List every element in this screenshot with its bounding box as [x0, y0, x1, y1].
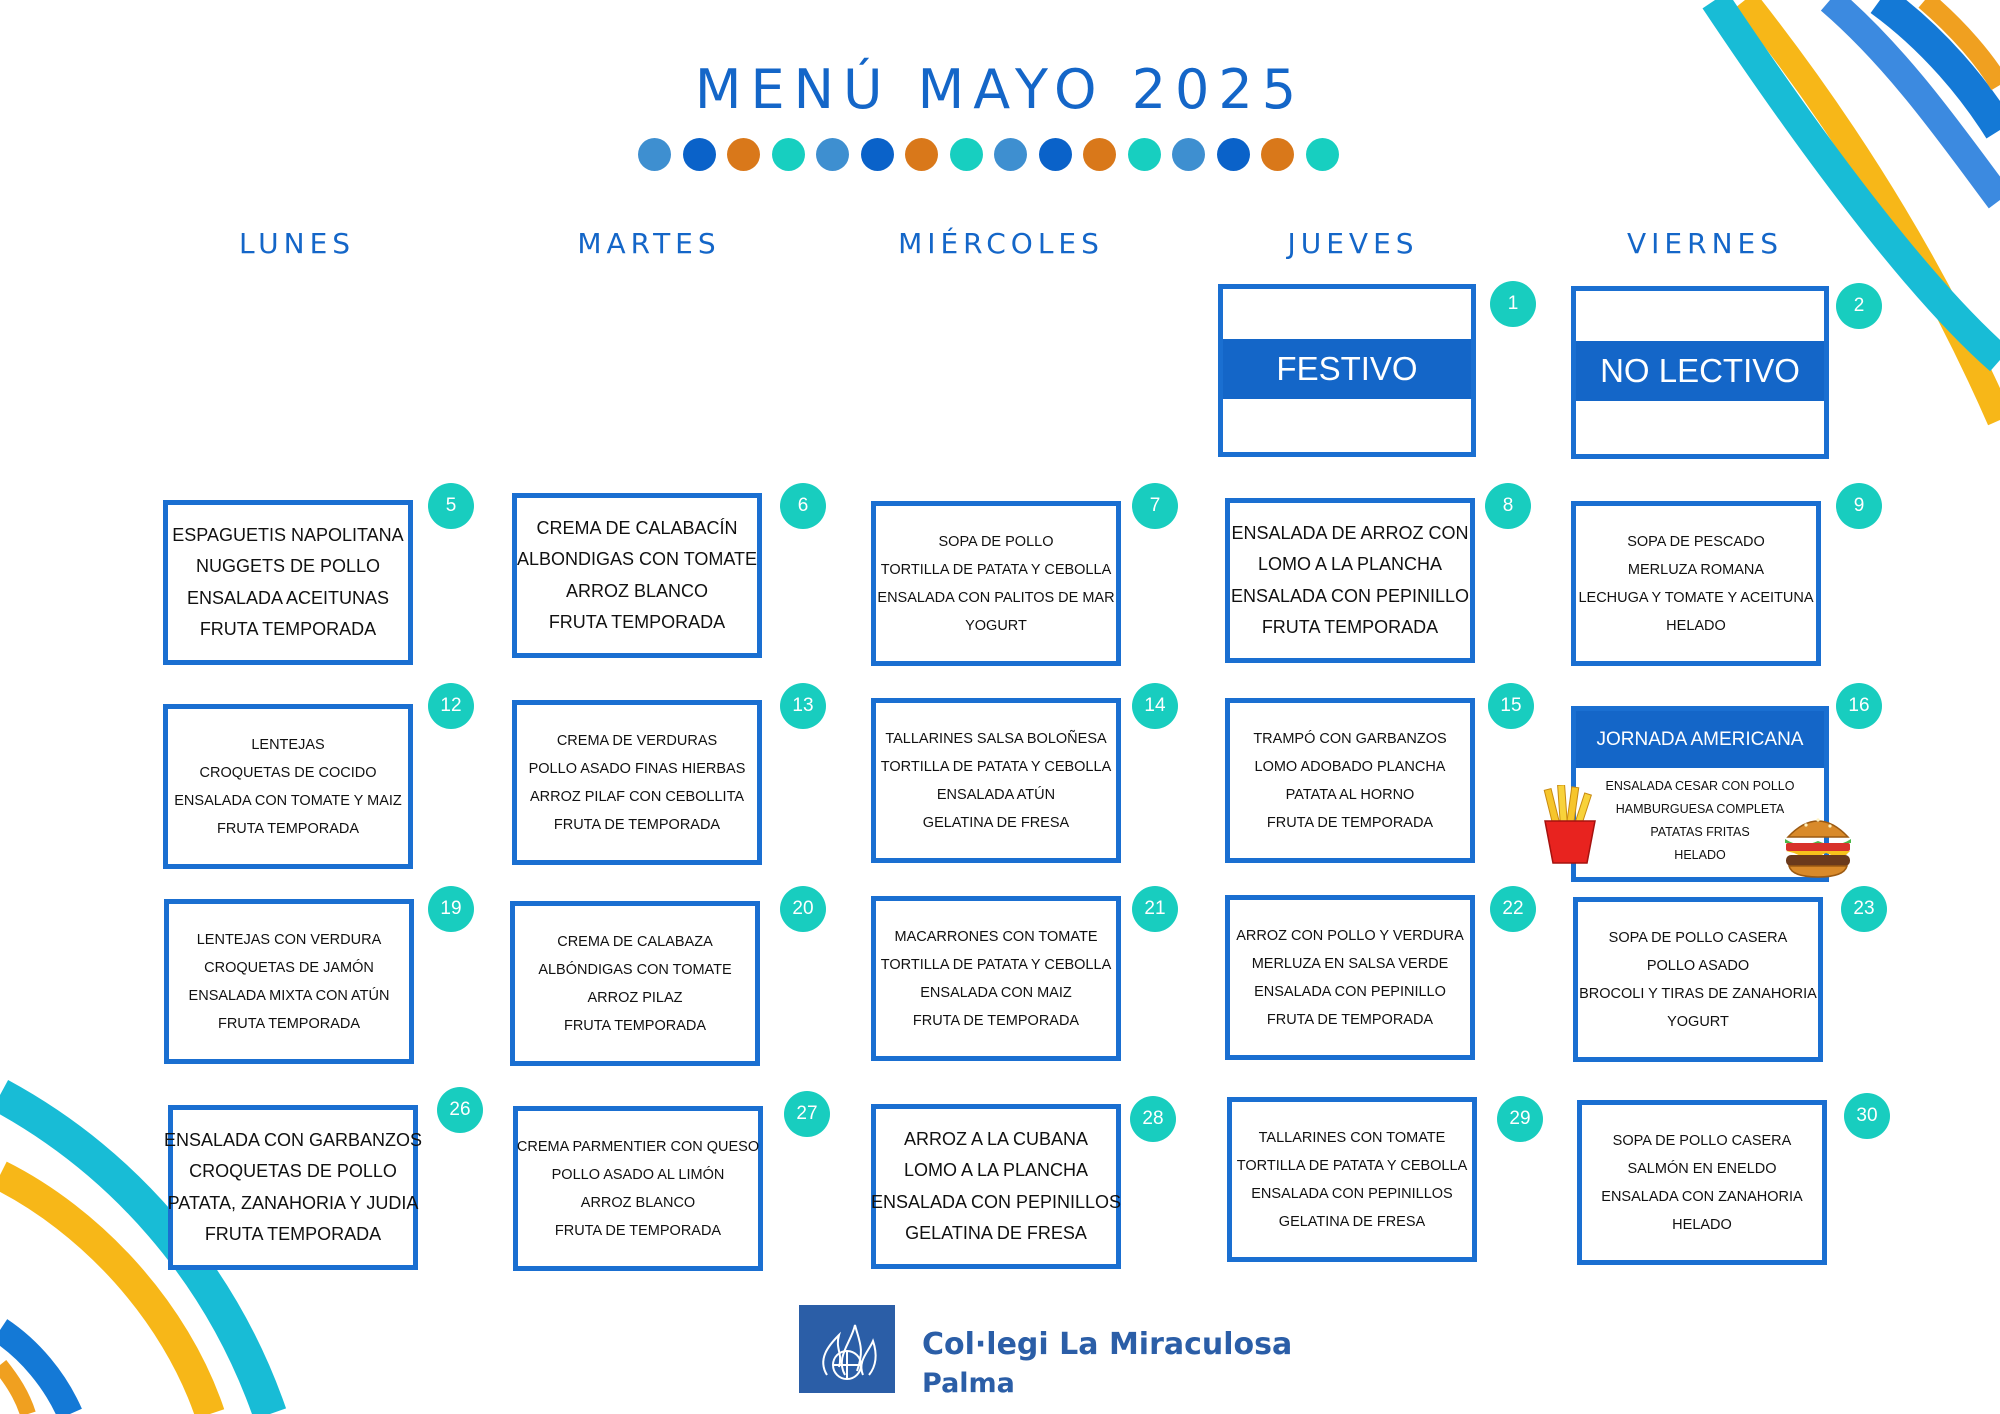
- day-number-badge: 30: [1844, 1093, 1890, 1139]
- day-cell-1: [1218, 284, 1476, 457]
- day-cell-15: [1225, 698, 1475, 863]
- day-cell-19: [164, 899, 414, 1064]
- day-cell-28: [871, 1104, 1121, 1269]
- menu-item: YOGURT: [965, 617, 1027, 634]
- menu-item: TALLARINES CON TOMATE: [1258, 1129, 1446, 1146]
- day-number-badge: 8: [1485, 483, 1531, 529]
- menu-item: ARROZ PILAF CON CEBOLLITA: [529, 788, 745, 805]
- menu-item: PATATA AL HORNO: [1285, 786, 1415, 803]
- menu-item: MACARRONES CON TOMATE: [894, 928, 1098, 945]
- menu-item: GELATINA DE FRESA: [1278, 1213, 1426, 1230]
- decorative-dot: [1306, 138, 1339, 171]
- menu-item: FRUTA TEMPORADA: [216, 820, 360, 837]
- day-number-badge: 29: [1497, 1096, 1543, 1142]
- day-number-badge: 26: [437, 1087, 483, 1133]
- fries-icon: [1535, 785, 1605, 865]
- menu-item: GELATINA DE FRESA: [905, 1223, 1087, 1243]
- day-cell-13: [512, 700, 762, 865]
- menu-item: FRUTA TEMPORADA: [204, 1224, 382, 1244]
- day-cell-27: [513, 1106, 763, 1271]
- menu-item: FRUTA DE TEMPORADA: [1266, 1011, 1434, 1028]
- menu-item: ENSALADA CON PEPINILLO: [1230, 585, 1470, 606]
- weekday-header: VIERNES: [1627, 227, 1783, 260]
- menu-item: SOPA DE POLLO: [938, 533, 1054, 550]
- decorative-dot: [1083, 138, 1116, 171]
- menu-item: ENSALADA CESAR CON POLLO: [1605, 779, 1795, 793]
- menu-item: PATATAS FRITAS: [1650, 825, 1750, 839]
- day-cell-30: [1577, 1100, 1827, 1265]
- menu-item: TORTILLA DE PATATA Y CEBOLLA: [880, 561, 1112, 578]
- special-day-heading: JORNADA AMERICANA: [1576, 711, 1824, 768]
- decorative-dot: [1039, 138, 1072, 171]
- menu-item: FRUTA DE TEMPORADA: [1266, 814, 1434, 831]
- menu-item: ENSALADA ACEITUNAS: [186, 587, 390, 608]
- holiday-label: FESTIVO: [1223, 339, 1471, 399]
- decorative-dot: [816, 138, 849, 171]
- day-number-badge: 22: [1490, 886, 1536, 932]
- menu-item: CREMA DE CALABACÍN: [536, 517, 738, 538]
- day-number-badge: 16: [1836, 683, 1882, 729]
- decorative-dot: [1217, 138, 1250, 171]
- day-number-badge: 6: [780, 483, 826, 529]
- day-number-badge: 15: [1488, 683, 1534, 729]
- menu-item: YOGURT: [1667, 1013, 1729, 1030]
- day-cell-23: [1573, 897, 1823, 1062]
- menu-item: FRUTA DE TEMPORADA: [553, 816, 721, 833]
- menu-item: HELADO: [1672, 1216, 1732, 1233]
- day-number-badge: 19: [428, 886, 474, 932]
- weekday-header: JUEVES: [1287, 227, 1419, 260]
- menu-item: FRUTA TEMPORADA: [563, 1017, 707, 1034]
- menu-item: LOMO ADOBADO PLANCHA: [1254, 758, 1446, 775]
- menu-item: LOMO A LA PLANCHA: [1257, 554, 1443, 574]
- day-number-badge: 27: [784, 1091, 830, 1137]
- menu-item: SOPA DE PESCADO: [1627, 533, 1765, 550]
- menu-item: HELADO: [1666, 617, 1726, 634]
- menu-item: CREMA DE VERDURAS: [556, 732, 718, 749]
- menu-item: LECHUGA Y TOMATE Y ACEITUNA: [1578, 589, 1814, 606]
- menu-item: FRUTA TEMPORADA: [199, 619, 377, 639]
- day-cell-29: [1227, 1097, 1477, 1262]
- weekday-header: MIÉRCOLES: [898, 227, 1104, 260]
- menu-item: ENSALADA CON GARBANZOS: [163, 1129, 423, 1150]
- day-cell-2: [1571, 286, 1829, 459]
- menu-item: ARROZ PILAZ: [587, 989, 683, 1006]
- menu-item: CREMA PARMENTIER CON QUESO: [516, 1138, 760, 1155]
- decorative-dot: [683, 138, 716, 171]
- menu-item: ENSALADA ATÚN: [936, 786, 1056, 803]
- menu-item: FRUTA TEMPORADA: [548, 612, 726, 632]
- day-number-badge: 13: [780, 683, 826, 729]
- decorative-dot: [1172, 138, 1205, 171]
- menu-item: ENSALADA CON PALITOS DE MAR: [877, 589, 1115, 606]
- menu-item: NUGGETS DE POLLO: [195, 556, 381, 576]
- menu-item: FRUTA DE TEMPORADA: [554, 1222, 722, 1239]
- decorative-dot: [994, 138, 1027, 171]
- menu-item: TORTILLA DE PATATA Y CEBOLLA: [1236, 1157, 1468, 1174]
- menu-item: LOMO A LA PLANCHA: [903, 1160, 1089, 1180]
- menu-item: ENSALADA CON PEPINILLO: [1254, 983, 1446, 1000]
- school-city: Palma: [922, 1368, 1015, 1399]
- day-cell-21: [871, 896, 1121, 1061]
- menu-item: MERLUZA ROMANA: [1627, 561, 1765, 578]
- menu-item: FRUTA TEMPORADA: [217, 1015, 361, 1032]
- menu-item: ENSALADA DE ARROZ CON: [1231, 522, 1469, 543]
- menu-item: ESPAGUETIS NAPOLITANA: [172, 524, 404, 545]
- menu-item: ARROZ BLANCO: [565, 580, 709, 601]
- menu-item: CREMA DE CALABAZA: [557, 933, 713, 950]
- menu-item: PATATA, ZANAHORIA Y JUDIA: [167, 1192, 419, 1213]
- menu-item: MERLUZA EN SALSA VERDE: [1251, 955, 1449, 972]
- menu-item: ARROZ CON POLLO Y VERDURA: [1236, 927, 1464, 944]
- day-cell-22: [1225, 895, 1475, 1060]
- weekday-header: MARTES: [577, 227, 721, 260]
- menu-item: SOPA DE POLLO CASERA: [1608, 929, 1788, 946]
- day-cell-6: [512, 493, 762, 658]
- day-number-badge: 5: [428, 483, 474, 529]
- decorative-dot: [772, 138, 805, 171]
- menu-item: ALBONDIGAS CON TOMATE: [516, 549, 758, 569]
- menu-item: ARROZ BLANCO: [580, 1194, 696, 1211]
- decorative-dot: [1128, 138, 1161, 171]
- menu-item: HELADO: [1674, 848, 1726, 862]
- day-cell-14: [871, 698, 1121, 863]
- decorative-dot: [727, 138, 760, 171]
- decorative-dot: [1261, 138, 1294, 171]
- menu-item: ENSALADA MIXTA CON ATÚN: [188, 987, 390, 1004]
- day-number-badge: 20: [780, 886, 826, 932]
- burger-icon: [1780, 805, 1856, 881]
- menu-item: TRAMPÓ CON GARBANZOS: [1253, 730, 1447, 747]
- menu-item: SALMÓN EN ENELDO: [1627, 1160, 1777, 1177]
- school-crest-icon: [799, 1305, 895, 1393]
- day-number-badge: 2: [1836, 283, 1882, 329]
- menu-item: LENTEJAS CON VERDURA: [196, 931, 382, 948]
- page-title: MENÚ MAYO 2025: [694, 58, 1306, 121]
- menu-item: POLLO ASADO FINAS HIERBAS: [528, 760, 746, 777]
- day-cell-7: [871, 501, 1121, 666]
- menu-item: ENSALADA CON TOMATE Y MAIZ: [174, 792, 402, 809]
- decorative-dot: [905, 138, 938, 171]
- menu-item: POLLO ASADO AL LIMÓN: [551, 1166, 725, 1183]
- decorative-dot: [638, 138, 671, 171]
- school-name: Col·legi La Miraculosa: [922, 1327, 1293, 1362]
- day-cell-26: [163, 1105, 423, 1270]
- day-cell-12: [163, 704, 413, 869]
- day-number-badge: 7: [1132, 483, 1178, 529]
- menu-item: ENSALADA CON PEPINILLOS: [870, 1191, 1122, 1212]
- menu-item: SOPA DE POLLO CASERA: [1612, 1132, 1792, 1149]
- day-cell-9: [1571, 501, 1821, 666]
- day-number-badge: 21: [1132, 886, 1178, 932]
- menu-item: TORTILLA DE PATATA Y CEBOLLA: [880, 758, 1112, 775]
- day-number-badge: 9: [1836, 483, 1882, 529]
- weekday-header: LUNES: [238, 227, 356, 260]
- menu-item: ENSALADA CON ZANAHORIA: [1601, 1188, 1803, 1205]
- day-cell-8: [1225, 498, 1475, 663]
- menu-item: BROCOLI Y TIRAS DE ZANAHORIA: [1579, 985, 1817, 1002]
- day-number-badge: 28: [1130, 1096, 1176, 1142]
- menu-item: ARROZ A LA CUBANA: [903, 1128, 1089, 1149]
- day-number-badge: 23: [1841, 886, 1887, 932]
- day-number-badge: 14: [1132, 683, 1178, 729]
- day-cell-5: [163, 500, 413, 665]
- day-cell-20: [510, 901, 760, 1066]
- menu-item: ENSALADA CON PEPINILLOS: [1251, 1185, 1453, 1202]
- decorative-dot: [950, 138, 983, 171]
- menu-item: FRUTA TEMPORADA: [1261, 617, 1439, 637]
- day-number-badge: 12: [428, 683, 474, 729]
- menu-item: GELATINA DE FRESA: [922, 814, 1070, 831]
- menu-item: POLLO ASADO: [1646, 957, 1750, 974]
- menu-item: TALLARINES SALSA BOLOÑESA: [885, 730, 1107, 747]
- holiday-label: NO LECTIVO: [1576, 341, 1824, 401]
- day-number-badge: 1: [1490, 281, 1536, 327]
- menu-item: CROQUETAS DE COCIDO: [199, 764, 377, 781]
- menu-item: CROQUETAS DE POLLO: [189, 1161, 397, 1181]
- menu-item: CROQUETAS DE JAMÓN: [204, 959, 374, 976]
- menu-item: TORTILLA DE PATATA Y CEBOLLA: [880, 956, 1112, 973]
- decorative-dot: [861, 138, 894, 171]
- menu-item: ENSALADA CON MAIZ: [920, 984, 1072, 1001]
- menu-item: ALBÓNDIGAS CON TOMATE: [538, 961, 732, 978]
- menu-item: HAMBURGUESA COMPLETA: [1615, 802, 1785, 816]
- menu-item: LENTEJAS: [251, 736, 325, 753]
- menu-item: FRUTA DE TEMPORADA: [912, 1012, 1080, 1029]
